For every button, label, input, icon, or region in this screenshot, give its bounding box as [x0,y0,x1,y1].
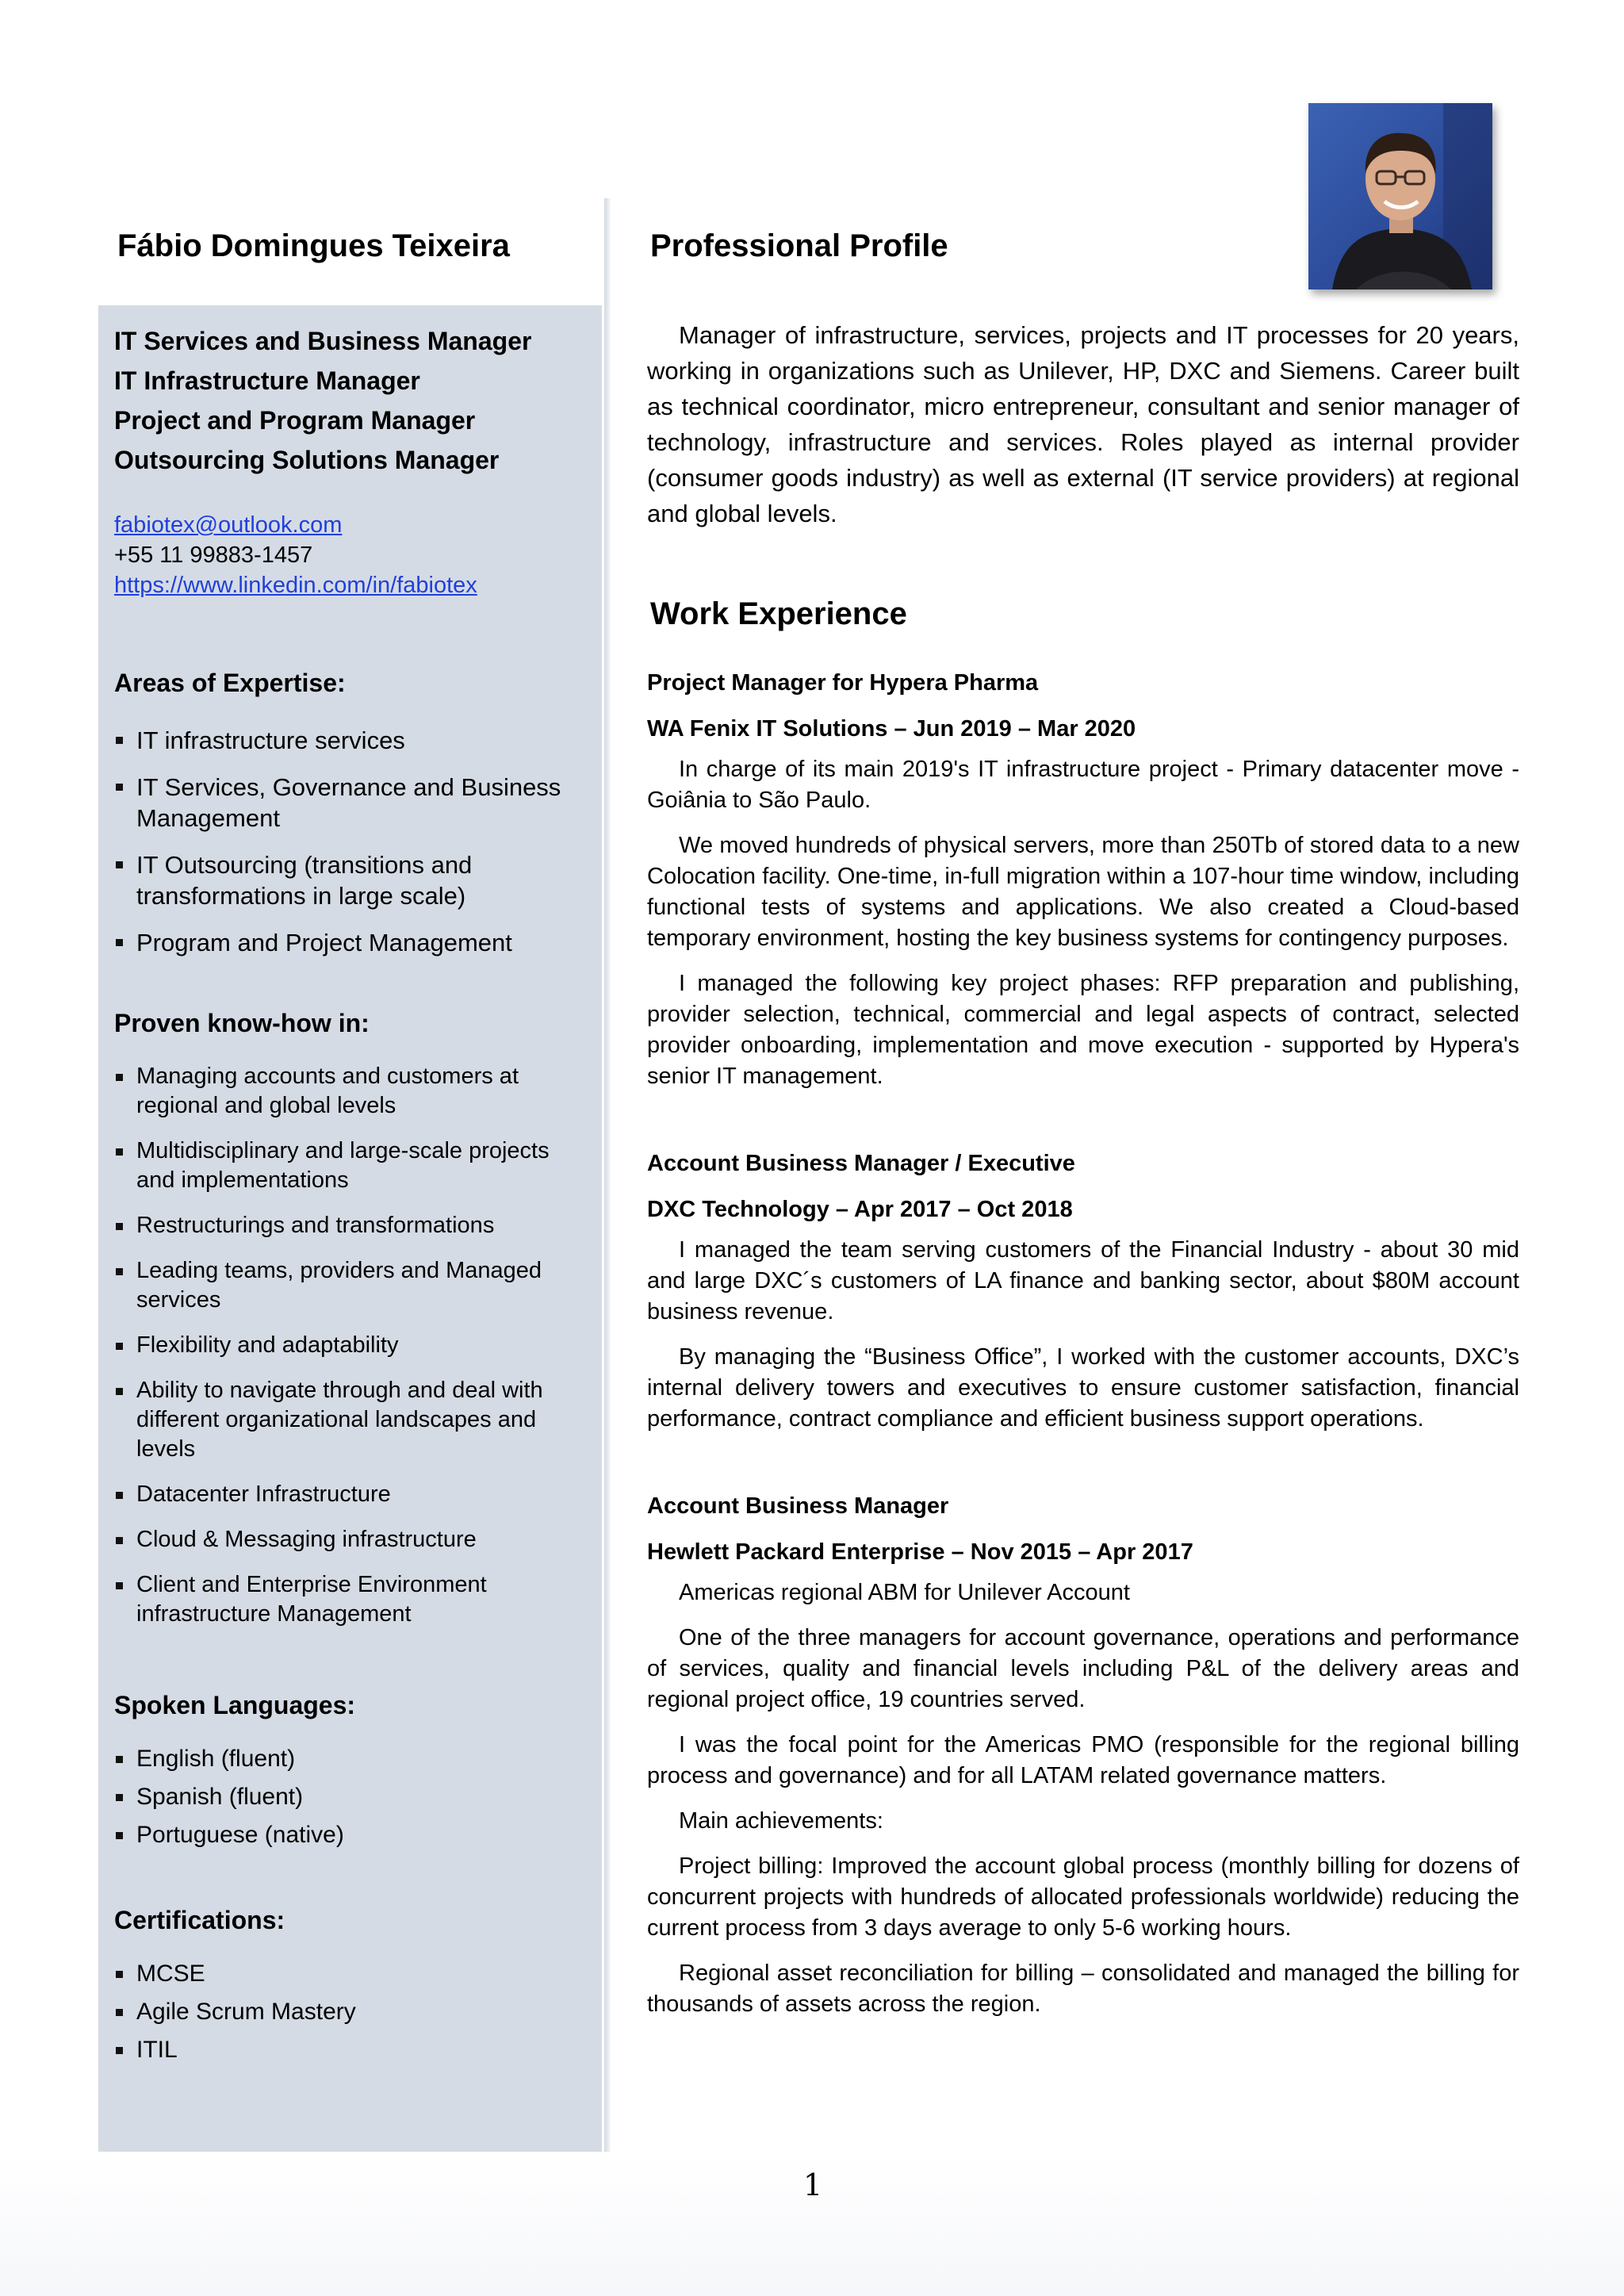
profile-text: Manager of infrastructure, services, projects and IT processes for 20 years, working in organizations such as Unilever, HP, DXC and Siemens. Career built as technical coordinator, micro entrepreneur, consultant and senior manager of technology, infrastructure and services. Roles played as internal provider (consumer goods industry) as well as external (IT service providers) at regional and global levels. [647,321,1519,527]
job-paragraph: I was the focal point for the Americas PMO (responsible for the regional billing process and governance) and for all LATAM related governance matters. [647,1732,1519,1788]
job-description [647,1577,1519,2020]
portrait-image [1308,103,1492,289]
list-item: Flexibility and adaptability [114,1331,586,1360]
list-item: Managing accounts and customers at regional and global levels [114,1062,586,1121]
languages-section [114,1691,586,1850]
list-item: Datacenter Infrastructure [114,1480,586,1509]
certifications-list [114,1959,586,2065]
list-item: IT Services, Governance and Business Management [114,772,586,834]
list-item: Multidisciplinary and large-scale projects and implementations [114,1137,586,1195]
list-item: Cloud & Messaging infrastructure [114,1525,586,1554]
job-company-dates: DXC Technology – Apr 2017 – Oct 2018 [647,1197,1073,1222]
list-item: Portuguese (native) [114,1820,586,1850]
role-item: Project and Program Manager [114,406,476,435]
knowhow-title: Proven know-how in: [114,1009,370,1037]
role-item: Outsourcing Solutions Manager [114,446,500,474]
job-company-dates: WA Fenix IT Solutions – Jun 2019 – Mar 2020 [647,716,1136,742]
column-divider [604,198,611,2152]
list-item: IT Outsourcing (transitions and transformations in large scale) [114,849,586,911]
job-description [647,1235,1519,1435]
job-paragraph: Main achievements: [679,1808,883,1834]
email-link[interactable]: fabiotex@outlook.com [114,512,343,538]
job-paragraph: Americas regional ABM for Unilever Account [679,1580,1130,1605]
job-paragraph: One of the three managers for account governance, operations and performance of services, quality and financial levels including P&L of the delivery areas and regional project office, 19 countries served. [647,1625,1519,1712]
job-paragraph: I managed the team serving customers of the Financial Industry - about 30 mid and large DXC´s customers of LA finance and banking sector, about $80M account business revenue. [647,1237,1519,1324]
expertise-list [114,725,586,958]
languages-title: Spoken Languages: [114,1691,356,1719]
page-number: 1 [803,2168,823,2202]
list-item: ITIL [114,2035,586,2065]
expertise-title: Areas of Expertise: [114,669,346,697]
list-item: Client and Enterprise Environment infrastructure Management [114,1570,586,1629]
list-item: Leading teams, providers and Managed services [114,1256,586,1315]
profile-photo [1308,103,1492,289]
list-item: Restructurings and transformations [114,1211,586,1240]
job-paragraph: In charge of its main 2019's IT infrastructure project - Primary datacenter move - Goiânia to São Paulo. [647,757,1519,813]
job-paragraph: We moved hundreds of physical servers, more than 250Tb of stored data to a new Colocation facility. One-time, in-full migration within a 107-hour time window, including functional tests of systems and applications. We also created a Cloud-based temporary environment, hosting the key business systems for contingency purposes. [647,833,1519,951]
role-item: IT Services and Business Manager [114,327,532,355]
role-item: IT Infrastructure Manager [114,366,420,395]
contact-block [114,510,586,600]
job-list [647,669,1519,2034]
expertise-section [114,669,586,958]
work-experience-title: Work Experience [650,596,907,631]
job-paragraph: Project billing: Improved the account global process (monthly billing for dozens of concurrent projects with hundreds of allocated professionals worldwide) reducing the current process from 3 days average to only 5-6 working hours. [647,1853,1519,1941]
job-paragraph: I managed the following key project phases: RFP preparation and publishing, provider selection, technical, commercial and legal aspects of contract, selected provider onboarding, implementation and move execution - supported by Hypera's senior IT management. [647,971,1519,1089]
job-paragraph: By managing the “Business Office”, I worked with the customer accounts, DXC’s internal delivery towers and executives to ensure customer satisfaction, financial performance, contract compliance and efficient business support operations. [647,1344,1519,1432]
job-entry [647,1149,1519,1435]
list-item: Spanish (fluent) [114,1782,586,1812]
phone-number: +55 11 99883-1457 [114,542,313,568]
list-item: Agile Scrum Mastery [114,1997,586,2027]
job-entry [647,669,1519,1092]
profile-title: Professional Profile [650,228,948,263]
job-paragraph: Regional asset reconciliation for billing – consolidated and managed the billing for thousands of assets across the region. [647,1961,1519,2017]
candidate-name: Fábio Domingues Teixeira [117,228,510,263]
knowhow-list [114,1062,586,1629]
knowhow-section [114,1009,586,1629]
list-item: Program and Project Management [114,927,586,958]
job-description [647,754,1519,1092]
job-title: Account Business Manager [647,1493,949,1519]
linkedin-link[interactable]: https://www.linkedin.com/in/fabiotex [114,573,477,598]
job-company-dates: Hewlett Packard Enterprise – Nov 2015 – Apr 2017 [647,1539,1193,1565]
job-title: Project Manager for Hypera Pharma [647,670,1039,696]
languages-list [114,1744,586,1850]
list-item: Ability to navigate through and deal with different organizational landscapes and levels [114,1376,586,1464]
sidebar [98,305,602,2152]
job-entry [647,1492,1519,2020]
list-item: English (fluent) [114,1744,586,1774]
certifications-title: Certifications: [114,1906,285,1934]
list-item: MCSE [114,1959,586,1989]
certifications-section [114,1906,586,2065]
role-list [114,321,586,480]
list-item: IT infrastructure services [114,725,586,756]
job-title: Account Business Manager / Executive [647,1151,1075,1176]
